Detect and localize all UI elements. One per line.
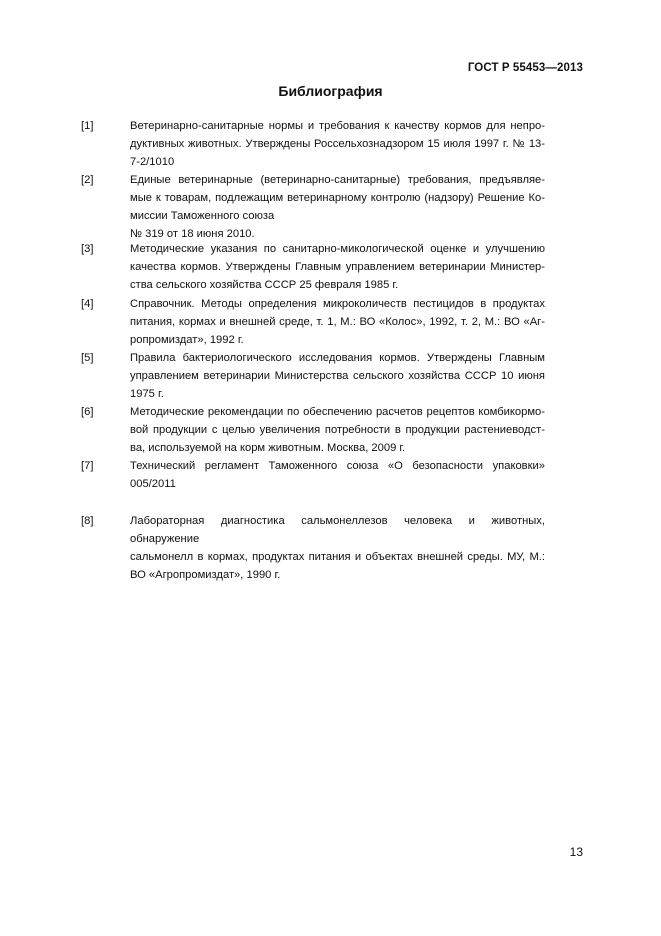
document-standard-id: ГОСТ Р 55453—2013	[467, 62, 583, 74]
page-title: Библиография	[278, 83, 383, 99]
bibliography-entry-number: [8]	[81, 515, 94, 527]
entry-line: Правила бактериологического исследования кормов. Утверждены Главным	[130, 352, 545, 364]
bibliography-entry-text	[130, 117, 545, 171]
entry-line: ВО «Агропромиздат», 1990 г.	[130, 569, 281, 581]
entry-line: ства сельского хозяйства СССР 25 февраля 1985 г.	[130, 279, 399, 291]
bibliography-entry-number: [3]	[81, 243, 94, 255]
entry-line: ва, используемой на корм животным. Москва, 2009 г.	[130, 442, 406, 454]
bibliography-entry-number: [6]	[81, 406, 94, 418]
bibliography-entry-number: [2]	[81, 174, 94, 186]
entry-line: вой продукции с целью увеличения потребности в продукции растениеводст-	[130, 424, 545, 436]
bibliography-entry-text	[130, 295, 545, 349]
entry-line: № 319 от 18 июня 2010.	[130, 228, 255, 240]
entry-line: управлением ветеринарии Министерства сельского хозяйства СССР 10 июня	[130, 370, 545, 382]
entry-line: 7-2/1010	[130, 156, 175, 168]
entry-line: сальмонелл в кормах, продуктах питания и объектах внешней среды. МУ, М.:	[130, 551, 545, 563]
entry-line: Единые ветеринарные (ветеринарно-санитарные) требования, предъявляе-	[130, 174, 545, 186]
page-number: 13	[569, 845, 583, 859]
bibliography-entry-number: [5]	[81, 352, 94, 364]
bibliography-entry-number: [4]	[81, 298, 94, 310]
entry-line: Технический регламент Таможенного союза «О безопасности упаковки»	[130, 460, 545, 472]
bibliography-entry-text	[130, 403, 545, 457]
entry-line: питания, кормах и внешней среде, т. 1, М.: ВО «Колос», 1992, т. 2, М.: ВО «Аг-	[130, 316, 545, 328]
bibliography-entry-number: [7]	[81, 460, 94, 472]
entry-line: Лабораторная диагностика сальмонеллезов человека и животных, обнаружение	[130, 515, 545, 545]
bibliography-entry-text	[130, 512, 545, 584]
entry-line: ропромиздат», 1992 г.	[130, 334, 244, 346]
entry-line: качества кормов. Утверждены Главным управлением ветеринарии Министер-	[130, 261, 545, 273]
entry-line: Ветеринарно-санитарные нормы и требования к качеству кормов для непро-	[130, 120, 545, 132]
bibliography-entry-text	[130, 240, 545, 294]
bibliography-entry-number: [1]	[81, 120, 94, 132]
bibliography-entry-text	[130, 171, 545, 243]
entry-line: Методические указания по санитарно-микологической оценке и улучшению	[130, 243, 545, 255]
entry-line: 005/2011	[130, 478, 176, 490]
entry-line: Справочник. Методы определения микроколичеств пестицидов в продуктах	[130, 298, 545, 310]
entry-line: миссии Таможенного союза	[130, 210, 275, 222]
bibliography-entry-text	[130, 349, 545, 403]
entry-line: Методические рекомендации по обеспечению расчетов рецептов комбикормо-	[130, 406, 545, 418]
entry-line: дуктивных животных. Утверждены Россельхознадзором 15 июля 1997 г. № 13-	[130, 138, 545, 150]
entry-line: мые к товарам, подлежащим ветеринарному контролю (надзору) Решение Ко-	[130, 192, 545, 204]
bibliography-entry-text	[130, 457, 545, 493]
entry-line: 1975 г.	[130, 388, 164, 400]
